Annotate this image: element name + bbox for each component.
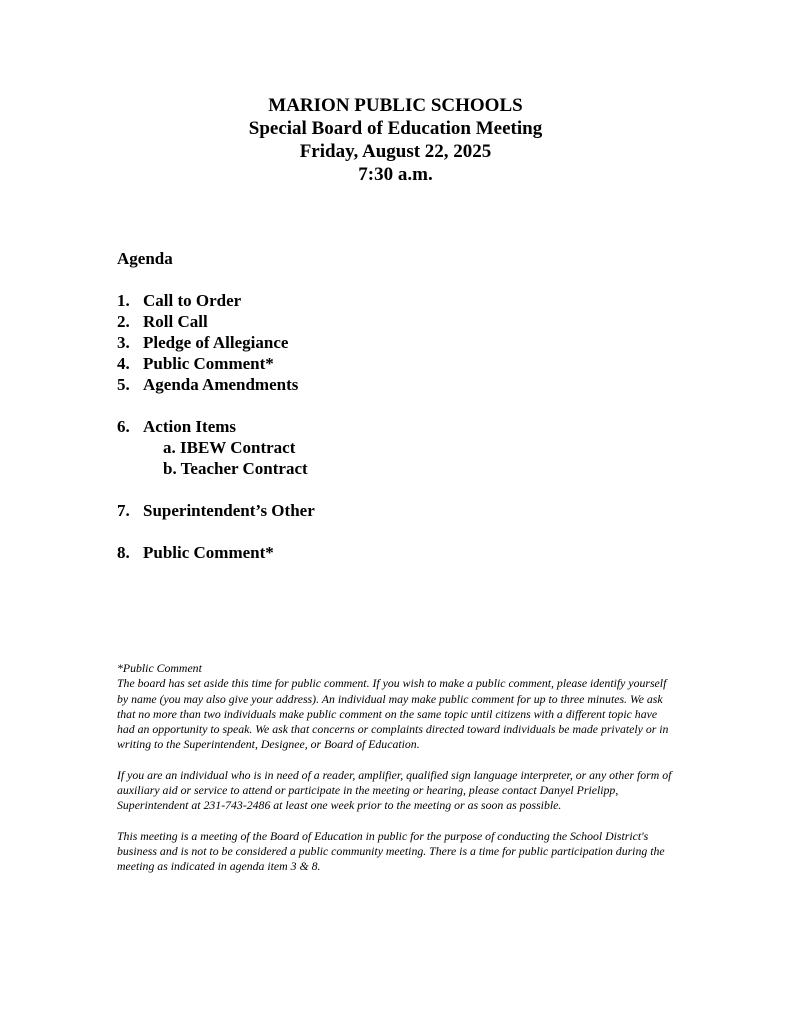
- agenda-item: [117, 311, 315, 332]
- agenda-item: [117, 374, 315, 395]
- agenda-item-label: Public Comment*: [143, 543, 274, 562]
- agenda-subitem: b. Teacher Contract: [163, 459, 308, 478]
- meeting-time: 7:30 a.m.: [358, 164, 433, 185]
- agenda-item-number: 4.: [117, 354, 130, 373]
- agenda-item-label: Public Comment*: [143, 354, 274, 373]
- meeting-title: Special Board of Education Meeting: [248, 118, 543, 139]
- agenda-item: [117, 332, 315, 353]
- footnote-paragraph: This meeting is a meeting of the Board of Education in public for the purpose of conducting the School District's business and is not to be considered a public community meeting. There is a time for public participation during the meeting as indicated in agenda item 3 & 8.: [117, 828, 665, 874]
- agenda-item-label: Pledge of Allegiance: [143, 333, 289, 352]
- agenda-item: [117, 353, 315, 374]
- agenda-item-label: Agenda Amendments: [143, 375, 299, 394]
- agenda-item-number: 6.: [117, 417, 130, 436]
- agenda-item-number: 1.: [117, 291, 130, 310]
- agenda-item-number: 2.: [117, 312, 130, 331]
- agenda-item: [117, 416, 315, 437]
- agenda-item-number: 8.: [117, 543, 130, 562]
- agenda-item: [117, 290, 315, 311]
- public-comment-footnote: [117, 661, 677, 890]
- agenda-item: [117, 500, 315, 521]
- agenda-item-label: Call to Order: [143, 291, 242, 310]
- agenda-item-number: 7.: [117, 501, 130, 520]
- agenda-item: [117, 542, 315, 563]
- agenda-list: [117, 290, 315, 563]
- agenda-heading: Agenda: [117, 249, 173, 268]
- meeting-date: Friday, August 22, 2025: [299, 141, 492, 162]
- agenda-item-number: 3.: [117, 333, 130, 352]
- agenda-item-label: Action Items: [143, 417, 237, 436]
- agenda-item-label: Superintendent’s Other: [143, 501, 315, 520]
- footnote-paragraph: If you are an individual who is in need of a reader, amplifier, qualified sign language interpreter, or any other form of auxiliary aid or service to attend or participate in the meeting or hearing, please contact Danyel Prielipp, Superintendent at 231-743-2486 at least one week prior to the meeting or as soon as possible.: [117, 767, 672, 813]
- agenda-subitem: a. IBEW Contract: [163, 438, 296, 457]
- footnote-paragraph: The board has set aside this time for public comment. If you wish to make a public comment, please identify yourself by name (you may also give your address). An individual may make public comment for up to three minutes. We ask that no more than two individuals make public comment on the same topic until citizens with a different topic have had an opportunity to speak. We ask that concerns or complaints directed toward individuals be made privately or in writing to the Superintendent, Designee, or Board of Education.: [117, 676, 669, 752]
- footnote-title: *Public Comment: [117, 661, 202, 675]
- agenda-item-number: 5.: [117, 375, 130, 394]
- org-name: MARION PUBLIC SCHOOLS: [268, 95, 523, 116]
- document-header: [0, 94, 791, 186]
- agenda-item-label: Roll Call: [143, 312, 208, 331]
